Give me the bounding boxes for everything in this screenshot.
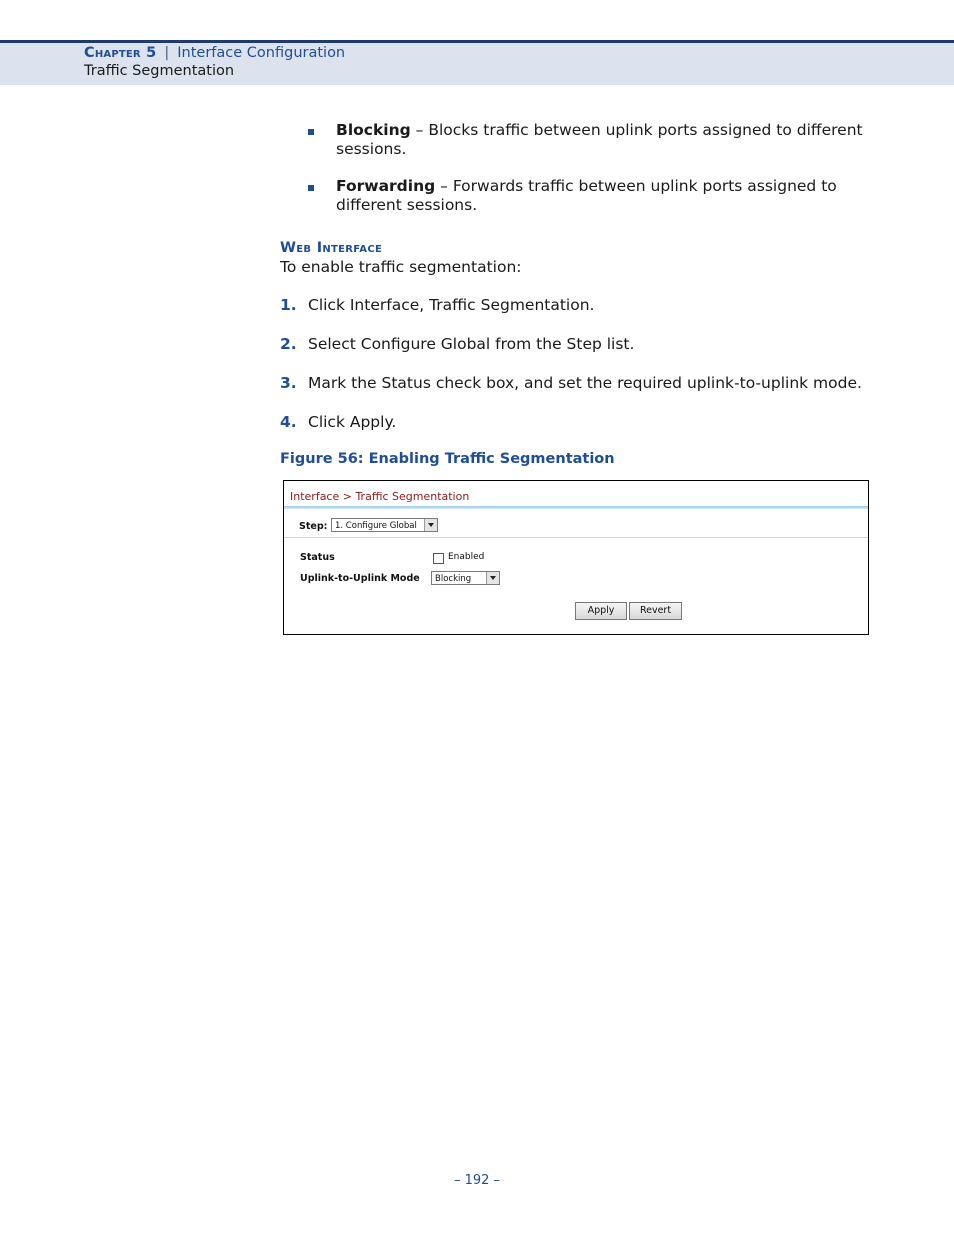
bullet-marker — [308, 124, 318, 135]
header-separator: | — [164, 45, 170, 61]
page-number: – 192 – — [453, 1173, 501, 1188]
uplink-mode-label: Uplink-to-Uplink Mode — [300, 573, 420, 584]
step-text: Select Configure Global from the Step list. — [308, 335, 635, 353]
chevron-down-icon[interactable] — [486, 572, 499, 584]
bullet-term: Forwarding — [336, 177, 436, 195]
traffic-segmentation-screenshot — [283, 480, 869, 635]
bullet-forwarding — [336, 177, 896, 215]
step-number: 2. — [280, 335, 297, 353]
apply-button[interactable]: Apply — [575, 602, 627, 620]
chapter-header — [84, 45, 345, 61]
step-select-value: 1. Configure Global — [335, 521, 417, 531]
bullet-blocking — [336, 121, 896, 159]
step-text: Click Apply. — [308, 413, 397, 431]
uplink-mode-select[interactable] — [431, 571, 500, 585]
chevron-down-icon[interactable] — [424, 519, 437, 531]
figure-caption: Figure 56: Enabling Traffic Segmentation — [280, 451, 615, 467]
status-label: Status — [300, 552, 335, 563]
screenshot-title-rule — [284, 506, 868, 509]
status-checkbox-label: Enabled — [448, 552, 485, 562]
web-interface-intro: To enable traffic segmentation: — [280, 258, 522, 276]
screenshot-divider — [284, 537, 868, 538]
step-text: Mark the Status check box, and set the required uplink-to-uplink mode. — [308, 374, 862, 392]
uplink-mode-value: Blocking — [435, 574, 472, 584]
bullet-marker — [308, 180, 318, 191]
step-select[interactable] — [331, 518, 438, 532]
chapter-label: Chapter 5 — [84, 45, 157, 61]
bullet-text: – Blocks traffic between uplink ports assigned to different sessions. — [336, 121, 863, 158]
web-interface-heading: Web Interface — [280, 240, 383, 256]
revert-button[interactable]: Revert — [629, 602, 682, 620]
section-title: Traffic Segmentation — [84, 63, 235, 79]
step-text: Click Interface, Traffic Segmentation. — [308, 296, 595, 314]
bullet-term: Blocking — [336, 121, 411, 139]
step-number: 1. — [280, 296, 297, 314]
chapter-title: Interface Configuration — [177, 45, 346, 61]
screenshot-page-title: Interface > Traffic Segmentation — [290, 490, 470, 503]
status-checkbox[interactable] — [433, 553, 444, 564]
step-number: 4. — [280, 413, 297, 431]
step-label: Step: — [299, 521, 328, 532]
step-number: 3. — [280, 374, 297, 392]
bullet-text: – Forwards traffic between uplink ports assigned to different sessions. — [336, 177, 837, 214]
